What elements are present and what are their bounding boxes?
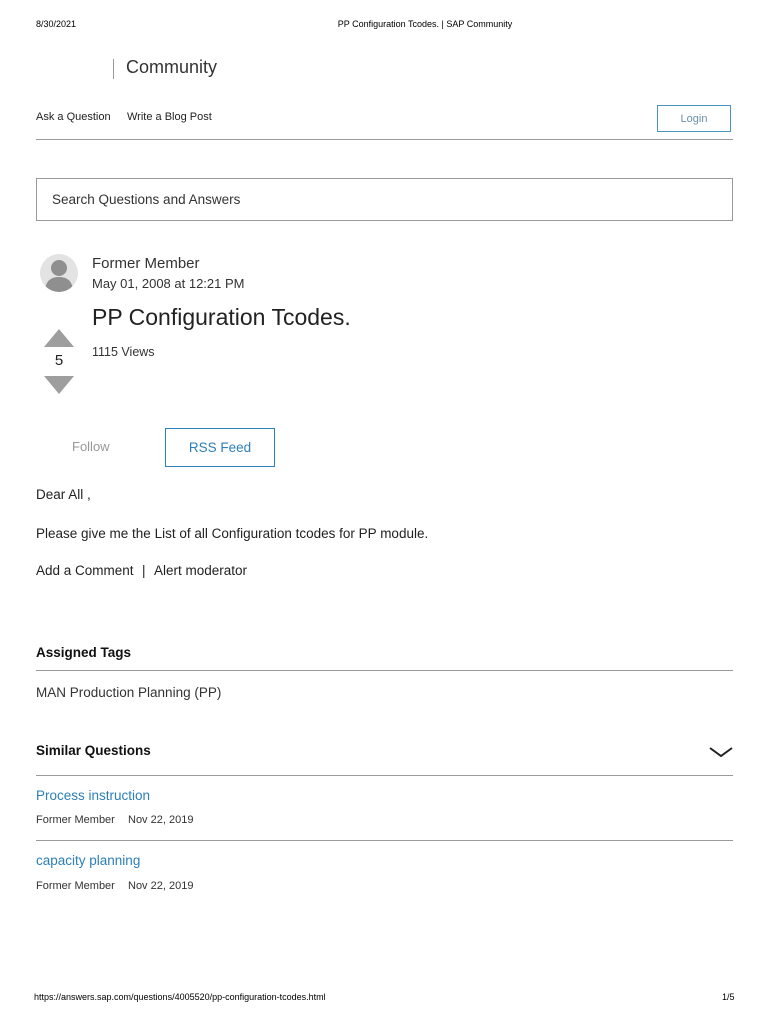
question-date: May 01, 2008 at 12:21 PM [92,276,245,291]
avatar [40,254,78,292]
rss-feed-button[interactable]: RSS Feed [165,428,275,467]
similar-question-date: Nov 22, 2019 [128,880,194,892]
tag-link[interactable]: MAN Production Planning (PP) [36,685,222,700]
header-divider [36,139,733,140]
follow-button[interactable]: Follow [72,439,110,454]
similar-question-link[interactable]: capacity planning [36,853,141,868]
question-greeting: Dear All , [36,487,91,502]
question-body: Please give me the List of all Configuration tcodes for PP module. [36,526,429,541]
vote-up-button[interactable] [44,329,74,347]
ask-question-link[interactable]: Ask a Question [36,111,111,123]
similar-question-link[interactable]: Process instruction [36,788,151,803]
similar-questions-heading: Similar Questions [36,743,151,758]
brand-community[interactable]: Community [126,57,218,77]
question-author[interactable]: Former Member [92,255,200,272]
triangle-down-icon [44,376,74,394]
tags-divider [36,670,733,671]
similar-divider [36,775,733,776]
print-page-number: 1/5 [722,992,735,1002]
write-blog-post-link[interactable]: Write a Blog Post [127,111,212,123]
question-title: PP Configuration Tcodes. [92,304,351,330]
add-comment-link[interactable]: Add a Comment [36,563,134,578]
brand-divider [113,59,114,79]
alert-moderator-link[interactable]: Alert moderator [154,563,248,578]
expand-similar-button[interactable] [708,745,734,759]
triangle-up-icon [44,329,74,347]
action-separator: | [142,563,146,578]
print-page-title: PP Configuration Tcodes. | SAP Community [337,19,513,29]
login-button[interactable]: Login [657,105,731,132]
search-placeholder: Search Questions and Answers [52,192,241,207]
similar-question-date: Nov 22, 2019 [128,814,194,826]
print-date: 8/30/2021 [36,19,77,29]
person-silhouette-icon [40,254,78,292]
view-count: 1115 Views [92,345,155,359]
similar-item-divider [36,840,733,841]
vote-down-button[interactable] [44,376,74,394]
chevron-down-icon [708,745,734,759]
search-input[interactable] [36,178,733,221]
print-footer-url: https://answers.sap.com/questions/4005520/pp-configuration-tcodes.html [34,992,326,1002]
assigned-tags-heading: Assigned Tags [36,645,132,660]
similar-question-author[interactable]: Former Member [36,880,115,892]
similar-question-author[interactable]: Former Member [36,814,115,826]
vote-count: 5 [54,352,64,369]
